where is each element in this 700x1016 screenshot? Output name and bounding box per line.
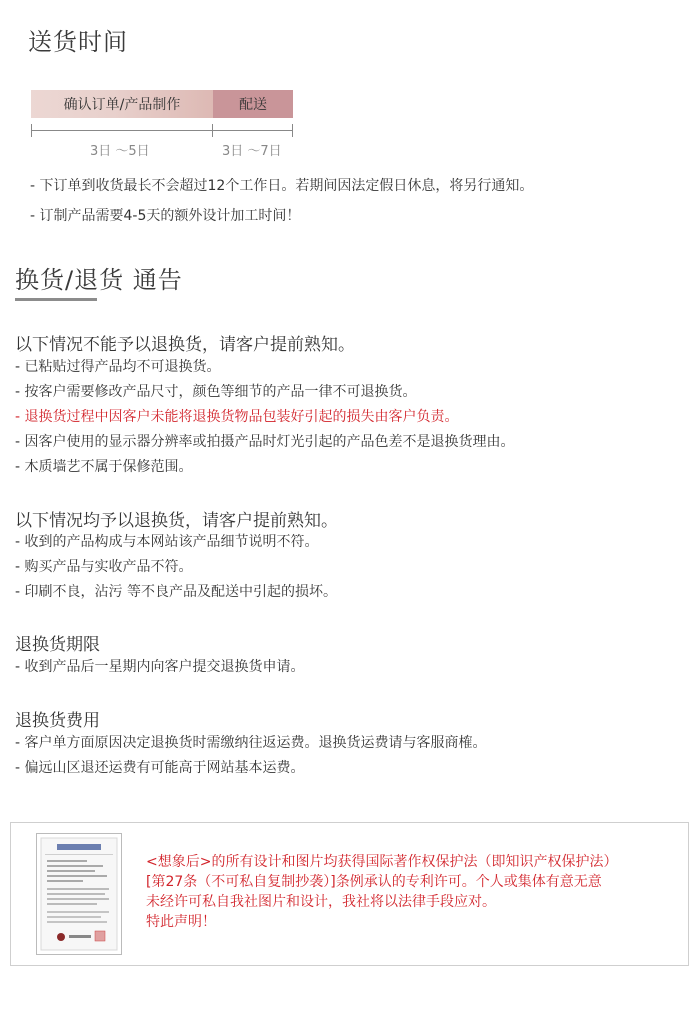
period-heading: 退换货期限 (15, 635, 100, 655)
returns-title-underline (15, 298, 97, 301)
delivery-note: - 订制产品需要4-5天的额外设计加工时间！ (30, 208, 301, 224)
process-bar-order-production (31, 90, 213, 118)
allowed-heading: 以下情况均予以退换货，请客户提前熟知。 (15, 511, 338, 531)
list-item: - 购买产品与实收产品不符。 (15, 559, 193, 575)
returns-title: 换货/退货 通告 (15, 266, 183, 294)
copyright-line: 特此声明！ (146, 914, 216, 930)
fees-heading: 退换货费用 (15, 711, 100, 731)
delivery-note: - 下订单到收货最长不会超过12个工作日。若期间因法定假日休息，将另行通知。 (30, 178, 534, 194)
certificate-document-icon (36, 833, 122, 955)
list-item: - 因客户使用的显示器分辨率或拍摄产品时灯光引起的产品色差不是退换货理由。 (15, 434, 515, 450)
timeline-label-production: 3日 ～5日 (90, 144, 150, 159)
list-item-warning: - 退换货过程中因客户未能将退换货物品包装好引起的损失由客户负责。 (15, 409, 459, 425)
not-allowed-heading: 以下情况不能予以退换货，请客户提前熟知。 (15, 335, 355, 355)
timeline-line (31, 130, 293, 131)
list-item: - 收到的产品构成与本网站该产品细节说明不符。 (15, 534, 319, 550)
list-item: - 客户单方面原因决定退换货时需缴纳往返运费。退换货运费请与客服商榷。 (15, 735, 487, 751)
certificate-document-icon (37, 834, 121, 954)
list-item: - 已粘贴过得产品均不可退换货。 (15, 359, 221, 375)
list-item: - 木质墙艺不属于保修范围。 (15, 459, 193, 475)
timeline-tick (212, 124, 213, 137)
copyright-line: [第27条（不可私自复制抄袭）]条例承认的专利许可。个人或集体有意无意 (146, 874, 602, 890)
delivery-title: 送货时间 (28, 28, 128, 56)
process-bar-label: 配送 (239, 97, 267, 113)
list-item: - 按客户需要修改产品尺寸，颜色等细节的产品一律不可退换货。 (15, 384, 417, 400)
timeline-tick (292, 124, 293, 137)
copyright-line: <想象后>的所有设计和图片均获得国际著作权保护法（即知识产权保护法） (146, 854, 618, 870)
list-item: - 偏远山区退还运费有可能高于网站基本运费。 (15, 760, 305, 776)
copyright-line: 未经许可私自我社图片和设计，我社将以法律手段应对。 (146, 894, 496, 910)
timeline-tick (31, 124, 32, 137)
process-bar-label: 确认订单/产品制作 (63, 97, 181, 113)
timeline-label-shipping: 3日 ～7日 (222, 144, 282, 159)
list-item: - 收到产品后一星期内向客户提交退换货申请。 (15, 659, 305, 675)
process-bar-shipping (213, 90, 293, 118)
list-item: - 印刷不良，沾污 等不良产品及配送中引起的损坏。 (15, 584, 337, 600)
